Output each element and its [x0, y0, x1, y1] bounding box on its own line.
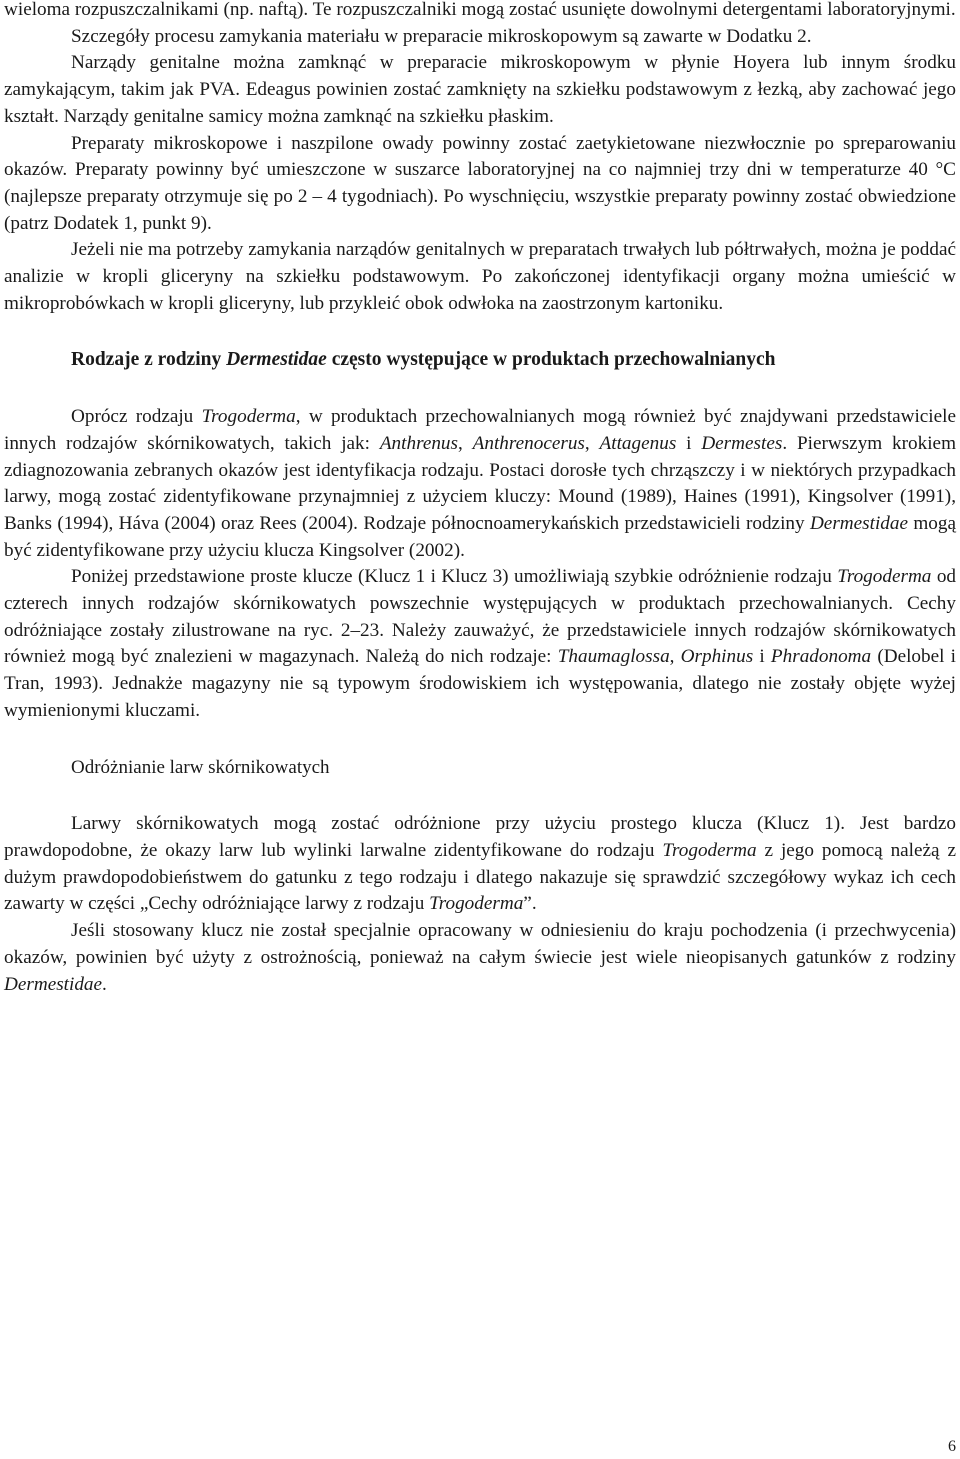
text: . Pierwszym krokiem zdiagnozowania zebranych okazów jest identyfikacja rodzaju. Postaci dorosłe tych chrząszczy i w niektórych przypadkach larwy, mogą zostać zidentyfikowane przynajmniej z użyciem kluczy: Mound (1989), Haines (1991), Kingsolver (1991), Banks (1994), Háva (2004) oraz Rees (2004). Rodzaje północnoamerykańskich przedstawicieli rodziny — [4, 432, 956, 534]
taxon-name: Anthrenocerus — [472, 432, 585, 454]
document-page — [4, 0, 956, 998]
text: Oprócz rodzaju — [71, 406, 202, 428]
text: , — [458, 432, 473, 454]
heading-text-start: Rodzaje z rodziny — [71, 349, 227, 371]
taxon-name: Attagenus — [599, 432, 677, 454]
text: i — [753, 646, 771, 668]
text: (Delobel i Tran, 1993). Jednakże magazyny nie są typowym środowiskiem ich występowania, dlatego nie zostały objęte wyżej wymienionymi kluczami. — [4, 646, 956, 721]
text: mogą być zidentyfikowane przy użyciu klucza Kingsolver (2002). — [4, 512, 956, 561]
taxon-name: Trogoderma — [201, 406, 296, 428]
taxon-name: Trogoderma — [662, 839, 757, 861]
taxon-name: Trogoderma — [429, 893, 524, 915]
text: Poniżej przedstawione proste klucze (Klucz 1 i Klucz 3) umożliwiają szybkie odróżnienie rodzaju — [71, 566, 838, 588]
taxon-name: Anthrenus — [379, 432, 458, 454]
page-number: 6 — [948, 1438, 956, 1455]
taxon-name: Dermestes — [701, 432, 783, 454]
paragraph-glycerin: Jeżeli nie ma potrzeby zamykania narządów genitalnych w preparatach trwałych lub półtrwałych, można je poddać analizie w kropli gliceryny na szkiełku podstawowym. Po zakończonej identyfikacji organy można umieścić w mikroprobówkach w kropli gliceryny, lub przykleić obok odwłoka na zaostrzonym kartoniku. — [4, 239, 956, 314]
text: . — [102, 973, 107, 995]
paragraph-appendix-2: Szczegóły procesu zamykania materiału w preparacie mikroskopowym są zawarte w Dodatku 2. — [71, 25, 812, 47]
text: , — [584, 432, 600, 454]
section-heading — [4, 347, 956, 374]
taxon-name: Thaumaglossa — [557, 646, 670, 668]
spacer — [4, 725, 956, 755]
heading-text-end: często występujące w produktach przechowalnianych — [326, 349, 776, 371]
spacer — [4, 317, 956, 347]
taxon-name: Orphinus — [680, 646, 754, 668]
paragraph-genitalia-mounting: Narządy genitalne można zamknąć w preparacie mikroskopowym w płynie Hoyera lub innym środku zamykającym, takim jak PVA. Edeagus powinien zostać zamknięty na szkiełku podstawowym z łezką, aby zachować jego kształt. Narządy genitalne samicy można zamknąć na szkiełku płaskim. — [4, 52, 956, 127]
text: Jeśli stosowany klucz nie został specjalnie opracowany w odniesieniu do kraju pochodzenia (i przechwycenia) okazów, powinien być użyty z ostrożnością, ponieważ na całym świecie jest wiele nieopisanych gatunków z rodziny — [4, 920, 956, 968]
paragraph-labeling-drying: Preparaty mikroskopowe i naszpilone owady powinny zostać zaetykietowane niezwłocznie po spreparowaniu okazów. Preparaty powinny być umieszczone w suszarce laboratoryjnej na co najmniej trzy dni w temperaturze 40 °C (najlepsze preparaty otrzymuje się po 2 – 4 tygodniach). Po wyschnięciu, wszystkie preparaty powinny zostać obwiedzione (patrz Dodatek 1, punkt 9). — [4, 132, 956, 234]
paragraph-keys — [4, 564, 956, 724]
taxon-name: Dermestidae — [4, 973, 103, 995]
text: z jego pomocą należą z dużym prawdopodobieństwem do gatunku z tego rodzaju i dlatego nakazuje się sprawdzić szczegółowy wykaz ich cech zawarty w części „Cechy odróżniające larwy z rodzaju — [4, 839, 956, 915]
text: ”. — [523, 893, 537, 915]
text: , — [669, 646, 681, 668]
paragraph-other-genera — [4, 404, 956, 564]
paragraph-solvents: wieloma rozpuszczalnikami (np. naftą). Te rozpuszczalniki mogą zostać usunięte dowolnymi detergentami laboratoryjnymi. — [4, 0, 956, 20]
heading-taxon: Dermestidae — [226, 349, 327, 371]
subsection-heading: Odróżnianie larw skórnikowatych — [71, 756, 330, 778]
taxon-name: Dermestidae — [809, 512, 908, 534]
text: Larwy skórnikowatych mogą zostać odróżnione przy użyciu prostego klucza (Klucz 1). Jest bardzo prawdopodobne, że okazy larw lub wylinki larwalne zidentyfikowane do rodzaju — [4, 813, 956, 861]
text: od czterech innych rodzajów skórnikowatych powszechnie występujących w produktach przechowalnianych. Cechy odróżniające zostały zilustrowane na ryc. 2–23. Należy zauważyć, że przedstawiciele innych rodzajów skórnikowatych również mogą być znalezieni w magazynach. Należą do nich rodzaje: — [4, 566, 957, 668]
spacer — [4, 781, 956, 811]
spacer — [4, 374, 956, 404]
paragraph-larvae-key — [4, 811, 956, 918]
paragraph-caution — [4, 918, 956, 998]
text: , w produktach przechowalnianych mogą również być znajdywani przedstawiciele innych rodzajów skórnikowatych, takich jak: — [4, 406, 956, 454]
text: i — [676, 432, 702, 454]
taxon-name: Trogoderma — [837, 566, 932, 588]
taxon-name: Phradonoma — [770, 646, 872, 668]
